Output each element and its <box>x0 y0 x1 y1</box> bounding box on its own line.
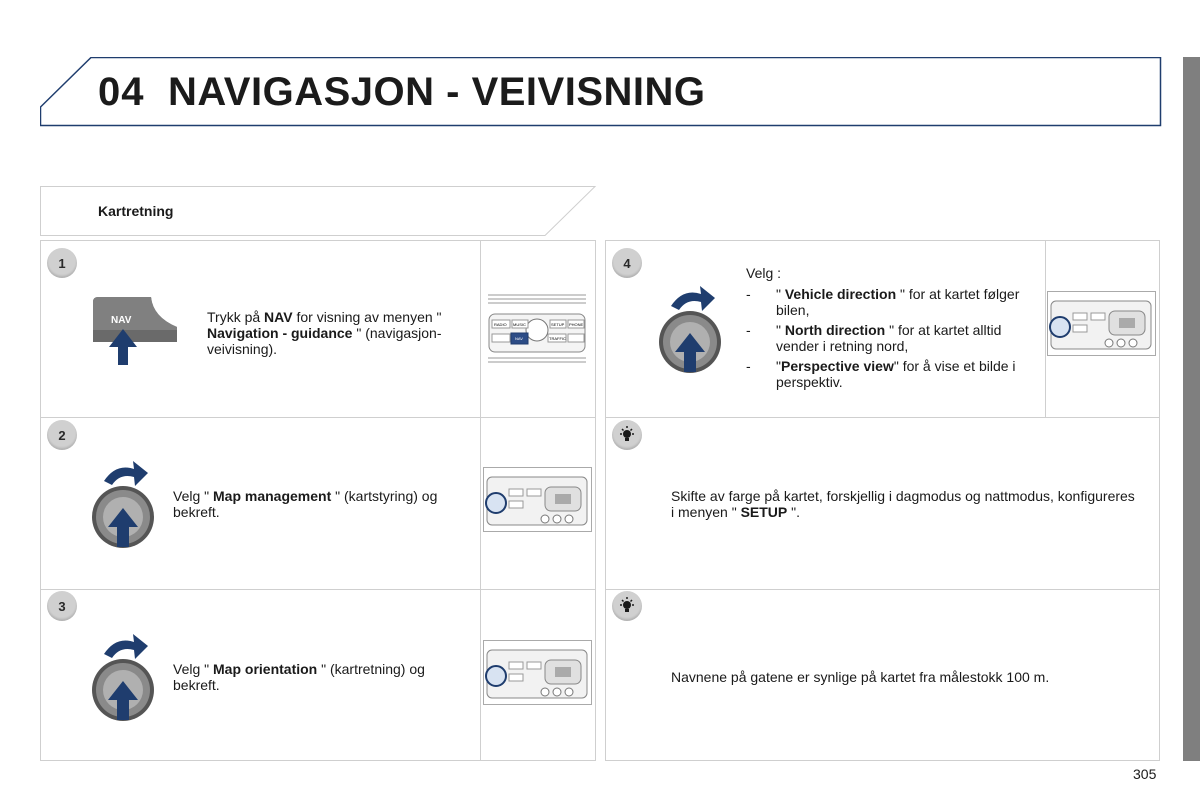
list-item: - " North direction " for at kartet alltid vender i retning nord, <box>746 322 1002 354</box>
step-badge-2: 2 <box>47 420 77 450</box>
radio-front-panel-illustration <box>488 292 588 372</box>
step-3-text: Velg " Map orientation " (kartretning) og bekreft. <box>173 661 425 693</box>
section-title: Kartretning <box>98 203 174 219</box>
svg-text:RADIO: RADIO <box>494 322 507 327</box>
panel-divider <box>480 418 481 589</box>
step-1-text: Trykk på NAV for visning av menyen " Navigation - guidance " (navigasjon-veivisning). <box>207 309 442 357</box>
nav-key-label: NAV <box>111 315 132 326</box>
list-item: - "Perspective view" for å vise et bilde i perspektiv. <box>746 358 1016 390</box>
step-4-intro: Velg : <box>746 265 782 281</box>
rotary-knob-illustration <box>657 280 727 380</box>
tip-1-text: Skifte av farge på kartet, forskjellig i dagmodus og nattmodus, konfigureres i menyen " SETUP ". <box>671 488 1135 520</box>
svg-text:NAV: NAV <box>515 336 523 341</box>
list-item: - " Vehicle direction " for at kartet følger bilen, <box>746 286 1020 318</box>
step-badge-1: 1 <box>47 248 77 278</box>
lightbulb-icon <box>612 420 642 450</box>
rotary-knob-illustration <box>90 455 160 555</box>
svg-text:MUSIC: MUSIC <box>513 322 526 327</box>
panel-divider <box>480 590 481 760</box>
tip-2-text: Navnene på gatene er synlige på kartet fra målestokk 100 m. <box>671 669 1050 685</box>
panel-divider <box>480 241 481 417</box>
control-panel-illustration <box>483 467 593 540</box>
lightbulb-icon <box>612 591 642 621</box>
section-banner <box>40 186 596 236</box>
side-tab-strip <box>1183 57 1200 761</box>
step-2-text: Velg " Map management " (kartstyring) og bekreft. <box>173 488 438 520</box>
step-4-text <box>746 265 1041 390</box>
svg-text:PHONE: PHONE <box>569 322 584 327</box>
step-badge-3: 3 <box>47 591 77 621</box>
nav-key-illustration <box>93 297 183 377</box>
svg-text:TRAFFIC: TRAFFIC <box>549 336 566 341</box>
chapter-number: 04 <box>98 70 145 114</box>
chapter-header <box>40 57 1160 126</box>
step-badge-4: 4 <box>612 248 642 278</box>
control-panel-illustration <box>483 640 593 713</box>
panel-divider <box>1045 241 1046 417</box>
rotate-arrow-icon <box>671 286 715 311</box>
page-number: 305 <box>1133 766 1157 782</box>
direction-options-list <box>746 286 1041 390</box>
rotary-knob-illustration <box>90 628 160 728</box>
svg-text:SETUP: SETUP <box>551 322 565 327</box>
chapter-title: NAVIGASJON - VEIVISNING <box>168 70 706 114</box>
control-panel-illustration <box>1047 291 1157 364</box>
rotate-arrow-icon <box>104 634 148 659</box>
rotate-arrow-icon <box>104 461 148 486</box>
